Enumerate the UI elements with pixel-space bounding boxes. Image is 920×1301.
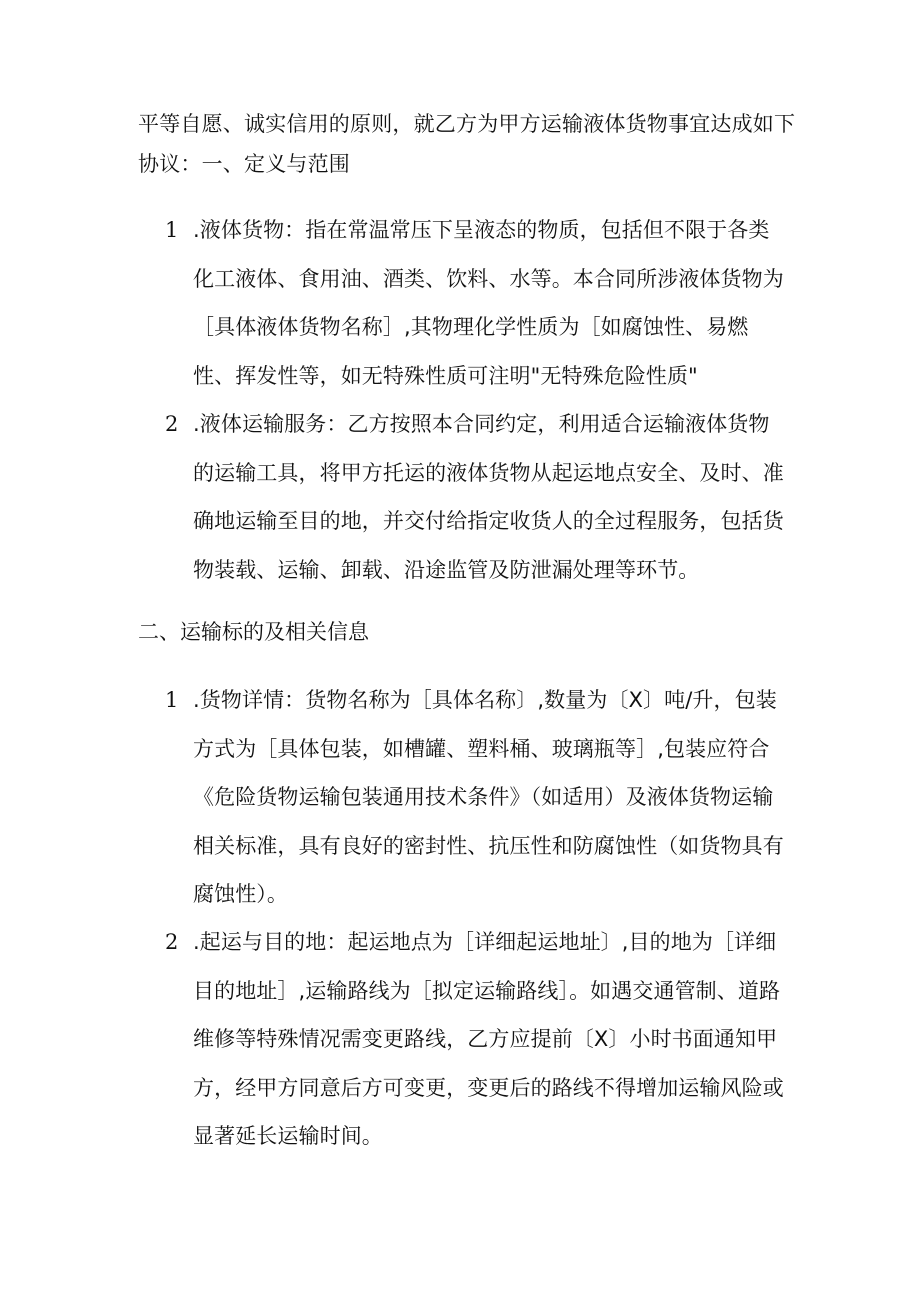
section2-heading: 二、运输标的及相关信息	[138, 620, 369, 644]
item-text: .液体货物：指在常温常压下呈液态的物质，包括但不限于各类化工液体、食用油、酒类、饮料、水等。本合同所涉液体货物为［具体液体货物名称］,其物理化学性质为［如腐蚀性、易燃性、挥发性等，如无特殊性质可注明"无特殊危险性质"	[193, 218, 784, 388]
item-text: .货物详情：货物名称为［具体名称〕,数量为〔X〕吨/升，包装方式为［具体包装，如槽罐、塑料桶、玻璃瓶等］,包装应符合《危险货物运输包装通用技术条件》（如适用）及液体货物运输相关标准，具有良好的密封性、抗压性和防腐蚀性（如货物具有腐蚀性）。	[193, 688, 784, 906]
item-number: 2	[165, 930, 179, 954]
item-number: 1	[165, 688, 179, 712]
item-text: .液体运输服务：乙方按照本合同约定，利用适合运输液体货物的运输工具，将甲方托运的液体货物从起运地点安全、及时、准确地运输至目的地，并交付给指定收货人的全过程服务，包括货物装载、运输、卸载、沿途监管及防泄漏处理等环节。	[193, 412, 784, 582]
item-number: 2	[165, 412, 179, 436]
item-number: 1	[165, 218, 179, 242]
item-text: .起运与目的地：起运地点为［详细起运地址〕,目的地为［详细目的地址］,运输路线为［拟定运输路线］。如遇交通管制、道路维修等特殊情况需变更路线，乙方应提前〔X〕小时书面通知甲方，经甲方同意后方可变更，变更后的路线不得增加运输风险或显著延长运输时间。	[193, 930, 784, 1148]
intro-paragraph: 平等自愿、诚实信用的原则，就乙方为甲方运输液体货物事宜达成如下协议：一、定义与范围	[138, 112, 796, 176]
